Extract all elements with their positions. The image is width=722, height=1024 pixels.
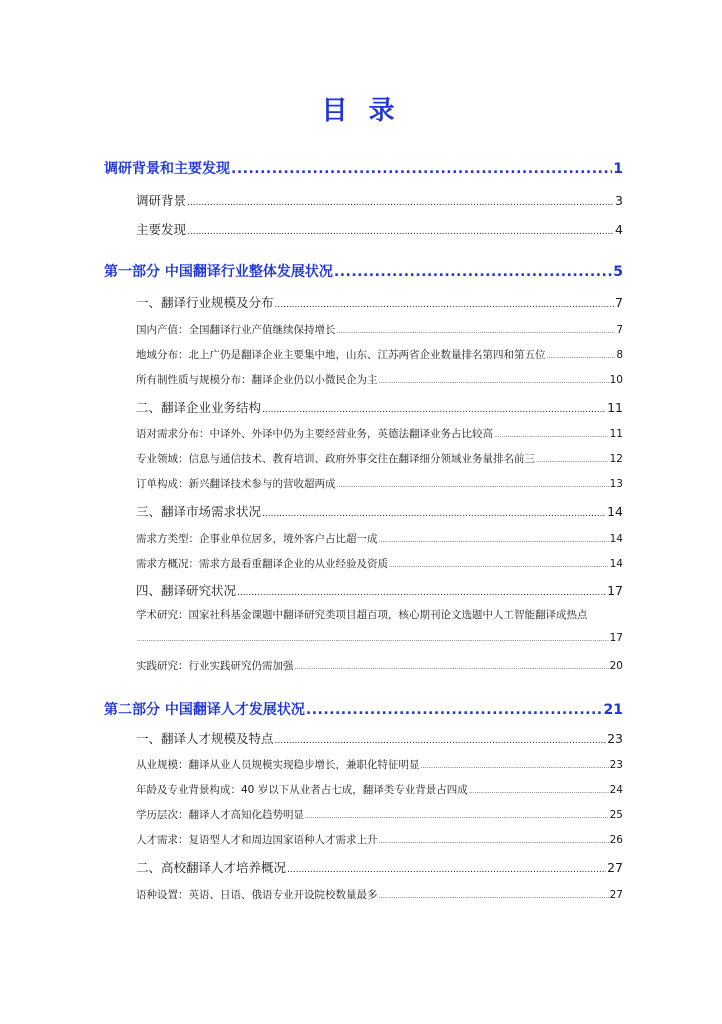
toc-entry[interactable]: [136, 858, 623, 876]
toc-leader-dots: [287, 865, 606, 875]
toc-entry[interactable]: [136, 322, 623, 337]
toc-page-number: 13: [609, 478, 623, 490]
toc-page-number: 8: [616, 349, 623, 361]
toc-entry-label: 一、翻译行业规模及分布: [136, 295, 274, 310]
toc-entry-label: 实践研究：行业实践研究仍需加强: [136, 660, 294, 672]
toc-leader-dots: [187, 198, 614, 208]
toc-page-number: 17: [609, 632, 623, 644]
toc-entry-label: 二、翻译企业业务结构: [136, 400, 262, 415]
toc-leader-dots: [187, 227, 614, 237]
toc-entry[interactable]: [136, 451, 623, 466]
toc-leader-dots: [536, 457, 609, 464]
toc-entry[interactable]: [136, 293, 623, 311]
toc-entry-label: 语对需求分布：中译外、外译中仍为主要经营业务，英德法翻译业务占比较高: [136, 428, 493, 440]
page-title: 目 录: [321, 96, 401, 126]
toc-leader-dots: [494, 432, 609, 439]
toc-leader-dots: [262, 405, 606, 415]
toc-leader-dots: [275, 300, 615, 310]
toc-leader-dots: [275, 736, 607, 746]
toc-page-number: 21: [603, 702, 623, 718]
toc-leader-dots: [137, 636, 609, 643]
toc-entry[interactable]: [136, 502, 623, 520]
toc-leader-dots: [337, 328, 616, 335]
toc-page-number: 20: [609, 660, 623, 672]
toc-page-number: 14: [607, 504, 623, 519]
toc-entry[interactable]: [136, 426, 623, 441]
toc-page-number: 4: [615, 222, 623, 237]
toc-entry[interactable]: [136, 887, 623, 902]
toc-entry-label: 主要发现: [136, 222, 187, 237]
toc-leader-dots: [262, 509, 606, 519]
toc-page-number: 27: [609, 889, 623, 901]
toc-entry-label: 三、翻译市场需求状况: [136, 504, 262, 519]
toc-leader-dots: [337, 482, 609, 489]
toc-page-number: 10: [609, 374, 623, 386]
toc-entry[interactable]: [136, 220, 623, 238]
toc-leader-dots: [379, 537, 609, 544]
toc-page-number: 24: [609, 784, 623, 796]
toc-entry-label: 调研背景: [136, 193, 187, 208]
toc-entry[interactable]: [104, 261, 623, 281]
toc-page-number: 7: [616, 324, 623, 336]
toc-entry-label: 四、翻译研究状况: [136, 583, 237, 598]
toc-page-number: 11: [607, 400, 623, 415]
toc-leader-dots: [231, 161, 612, 177]
toc-entry-label: 学历层次：翻译人才高知化趋势明显: [136, 809, 304, 821]
toc-page-number: 14: [609, 533, 623, 545]
toc-entry-label: 所有制性质与规模分布：翻译企业仍以小微民企为主: [136, 374, 378, 386]
toc-entry-label: 年龄及专业背景构成：40 岁以下从业者占七成，翻译类专业背景占四成: [136, 784, 468, 796]
toc-leader-dots: [306, 702, 603, 718]
toc-entry[interactable]: [136, 398, 623, 416]
toc-page-number: 7: [615, 295, 623, 310]
toc-entry-label: 语种设置：英语、日语、俄语专业开设院校数量最多: [136, 889, 378, 901]
toc-entry[interactable]: [136, 632, 623, 644]
toc-entry-label: 二、高校翻译人才培养概况: [136, 860, 287, 875]
toc-entry[interactable]: [136, 476, 623, 491]
toc-entry[interactable]: [136, 581, 623, 599]
toc-leader-dots: [305, 813, 609, 820]
toc-leader-dots: [334, 264, 612, 280]
toc-page-number: 23: [607, 731, 623, 746]
toc-leader-dots: [295, 664, 609, 671]
toc-leader-dots: [389, 562, 609, 569]
toc-page-number: 11: [609, 428, 623, 440]
toc-entry-label: 从业规模：翻译从业人员规模实现稳步增长，兼职化特征明显: [136, 759, 420, 771]
toc-leader-dots: [421, 763, 609, 770]
toc-entry-label: 需求方类型：企事业单位居多，境外客户占比超一成: [136, 533, 378, 545]
toc-page-number: 26: [609, 834, 623, 846]
toc-entry-label: 第二部分 中国翻译人才发展状况: [104, 702, 305, 718]
toc-leader-dots: [379, 838, 609, 845]
toc-page-number: 17: [607, 583, 623, 598]
toc-page-number: 1: [613, 161, 623, 177]
toc-leader-dots: [379, 378, 609, 385]
toc-entry[interactable]: [136, 807, 623, 822]
toc-entry[interactable]: [136, 658, 623, 673]
toc-entry-label: 专业领域：信息与通信技术、教育培训、政府外事交往在翻译细分领域业务量排名前三: [136, 453, 535, 465]
toc-page-number: 14: [609, 558, 623, 570]
toc-entry[interactable]: [136, 832, 623, 847]
toc-entry[interactable]: [136, 556, 623, 571]
toc-entry-label: 调研背景和主要发现: [104, 161, 230, 177]
toc-entry[interactable]: [136, 372, 623, 387]
toc-entry-label: 国内产值：全国翻译行业产值继续保持增长: [136, 324, 336, 336]
toc-entry[interactable]: [136, 191, 623, 209]
toc-entry[interactable]: [136, 531, 623, 546]
toc-entry-label: 学术研究：国家社科基金课题中翻译研究类项目超百项，核心期刊论文选题中人工智能翻译成热点: [136, 609, 588, 621]
toc-entry[interactable]: [136, 729, 623, 747]
toc-page-number: 5: [613, 264, 623, 280]
toc-entry[interactable]: [104, 699, 623, 719]
toc-leader-dots: [547, 353, 616, 360]
toc-entry[interactable]: [104, 158, 623, 178]
toc-leader-dots: [469, 788, 609, 795]
toc-entry-label: 人才需求：复语型人才和周边国家语种人才需求上升: [136, 834, 378, 846]
toc-page-number: 12: [609, 453, 623, 465]
toc-entry[interactable]: [136, 782, 623, 797]
toc-page-number: 27: [607, 860, 623, 875]
toc-leader-dots: [237, 588, 606, 598]
toc-page-number: 23: [609, 759, 623, 771]
toc-entry-label: 地域分布：北上广仍是翻译企业主要集中地，山东、江苏两省企业数量排名第四和第五位: [136, 349, 546, 361]
toc-entry[interactable]: [136, 757, 623, 772]
toc-entry-label: 第一部分 中国翻译行业整体发展状况: [104, 264, 333, 280]
toc-page-number: 3: [615, 193, 623, 208]
toc-entry[interactable]: [136, 347, 623, 362]
toc-entry-label: 需求方概况：需求方最看重翻译企业的从业经验及资质: [136, 558, 388, 570]
toc-leader-dots: [379, 893, 609, 900]
toc-entry-label: 一、翻译人才规模及特点: [136, 731, 274, 746]
toc-page-number: 25: [609, 809, 623, 821]
toc-entry-label: 订单构成：新兴翻译技术参与的营收超两成: [136, 478, 336, 490]
